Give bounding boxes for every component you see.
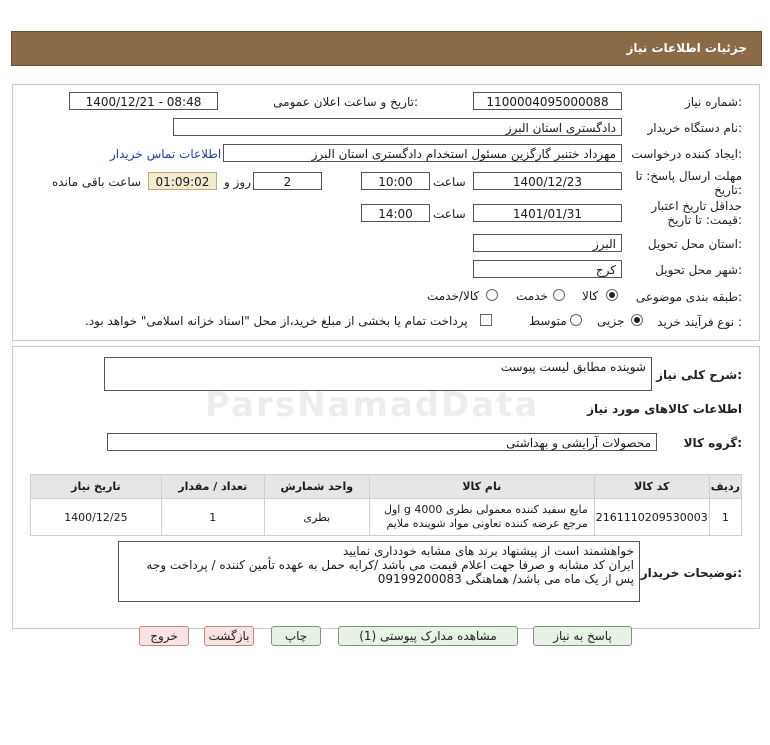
category-service-label: خدمت	[516, 289, 548, 303]
buyer-notes-label: توضیحات خریدار:	[640, 566, 742, 580]
process-minor-radio[interactable]	[631, 314, 643, 326]
treasury-payment-note: پرداخت تمام یا بخشی از مبلغ خرید،از محل "اسناد خزانه اسلامی" خواهد بود.	[85, 314, 468, 328]
buyer-notes-line-1: خواهشمند است از پیشنهاد برند های مشابه خودداری نمایید	[342, 544, 634, 558]
city-label: شهر محل تحویل:	[655, 263, 742, 277]
print-button[interactable]: چاپ	[271, 626, 321, 646]
col-code: کد کالا	[594, 475, 709, 499]
treasury-payment-checkbox[interactable]	[480, 314, 492, 326]
deadline-label-line1: مهلت ارسال پاسخ: تا	[635, 169, 742, 183]
col-name: نام کالا	[369, 475, 594, 499]
category-label: طبقه بندی موضوعی:	[635, 290, 742, 304]
category-goods-radio[interactable]	[606, 289, 618, 301]
process-medium-label: متوسط	[529, 314, 567, 328]
announce-label: تاریخ و ساعت اعلان عمومی:	[273, 95, 418, 109]
requester-field: مهرداد ختنبر گارگزین مسئول استخدام دادگستری استان البرز	[223, 144, 622, 162]
summary-label: شرح کلی نیاز:	[656, 368, 742, 382]
goods-info-title: اطلاعات کالاهای مورد نیاز	[587, 402, 742, 416]
cell-code: 2161110209530003	[594, 499, 709, 536]
deadline-label-line2: تاریخ:	[714, 183, 742, 197]
need-number-label: شماره نیاز:	[684, 95, 742, 109]
buyer-notes-field	[118, 541, 640, 602]
validity-time-field: 14:00	[361, 204, 430, 222]
province-field: البرز	[473, 234, 622, 252]
announce-field: 1400/12/21 - 08:48	[69, 92, 218, 110]
col-qty: تعداد / مقدار	[161, 475, 264, 499]
watermark: ParsNamadData	[205, 385, 540, 425]
category-goods-label: کالا	[582, 289, 599, 303]
goods-table	[30, 474, 742, 536]
requester-label: ایجاد کننده درخواست:	[631, 147, 742, 161]
exit-button[interactable]: خروج	[139, 626, 189, 646]
validity-date-field: 1401/01/31	[473, 204, 622, 222]
days-label: روز و	[224, 175, 251, 189]
page-header	[11, 31, 762, 66]
col-row: ردیف	[709, 475, 741, 499]
view-attachments-button[interactable]: مشاهده مدارک پیوستی (1)	[338, 626, 518, 646]
col-date: تاریخ نیاز	[31, 475, 162, 499]
category-service-radio[interactable]	[553, 289, 565, 301]
process-type-label: نوع فرآیند خرید :	[657, 315, 742, 329]
buyer-notes-line-3: پس از یک ماه می باشد/ هماهنگی 09199200083	[377, 572, 634, 586]
cell-name: مایع سفید کننده معمولی بطری 4000 g اول مرجع عرضه کننده تعاونی مواد شوینده ملایم	[369, 499, 594, 536]
process-minor-label: جزیی	[597, 314, 625, 328]
remaining-label: ساعت باقی مانده	[52, 175, 142, 189]
category-goods-service-label: کالا/خدمت	[427, 289, 480, 303]
validity-time-label: ساعت	[433, 207, 466, 221]
need-number-field: 1100004095000088	[473, 92, 622, 110]
col-unit: واحد شمارش	[264, 475, 369, 499]
table-row	[31, 499, 742, 536]
city-field: کرج	[473, 260, 622, 278]
back-button[interactable]: بازگشت	[204, 626, 254, 646]
process-medium-radio[interactable]	[570, 314, 582, 326]
category-goods-service-radio[interactable]	[486, 289, 498, 301]
cell-row: 1	[709, 499, 741, 536]
buyer-org-label: نام دستگاه خریدار:	[647, 121, 742, 135]
table-header-row	[31, 475, 742, 499]
buyer-notes-line-2: ایران کد مشابه و صرفا جهت اعلام قیمت می باشد /کرایه حمل به عهده تأمین کننده / پرداخت وجه	[146, 558, 634, 572]
validity-label-line1: حداقل تاریخ اعتبار	[651, 199, 742, 213]
validity-label-line2: قیمت: تا تاریخ:	[667, 213, 742, 227]
deadline-time-label: ساعت	[433, 175, 466, 189]
cell-unit: بطری	[264, 499, 369, 536]
page-title: جزئیات اطلاعات نیاز	[626, 41, 747, 55]
province-label: استان محل تحویل:	[647, 237, 742, 251]
deadline-date-field: 1400/12/23	[473, 172, 622, 190]
reply-button[interactable]: پاسخ به نیاز	[533, 626, 632, 646]
deadline-time-field: 10:00	[361, 172, 430, 190]
cell-date: 1400/12/25	[31, 499, 162, 536]
cell-qty: 1	[161, 499, 264, 536]
goods-group-field: محصولات آرایشی و بهداشتی	[107, 433, 657, 451]
goods-group-label: گروه کالا:	[683, 436, 742, 450]
contact-info-link[interactable]: اطلاعات تماس خریدار	[110, 147, 222, 161]
buyer-org-field: دادگستری استان البرز	[173, 118, 622, 136]
remaining-time-field: 01:09:02	[148, 172, 217, 190]
days-field: 2	[253, 172, 322, 190]
summary-field: شوینده مطابق لیست پیوست	[104, 357, 652, 391]
